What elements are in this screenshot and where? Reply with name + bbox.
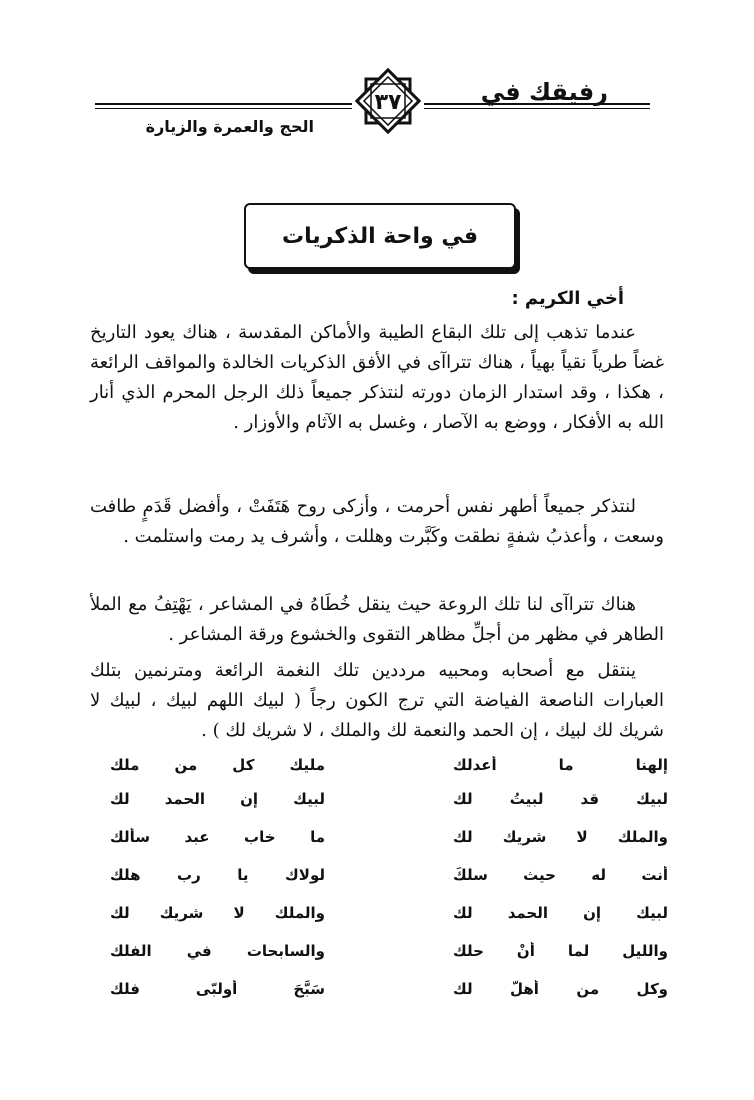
book-subtitle: الحج والعمرة والزيارة (145, 117, 314, 136)
verse-second-hemistich: مليك كل من ملك (110, 756, 325, 774)
salutation: أخي الكريم : (511, 288, 624, 309)
verse-line (110, 970, 668, 1008)
verse-line (110, 894, 668, 932)
verse-first-hemistich: والليل لما أنْ حلك (453, 942, 668, 960)
verse-second-hemistich: لبيك إن الحمد لك (110, 790, 325, 808)
verse-first-hemistich: لبيك قد لبيتُ لك (453, 790, 668, 808)
verse-line (110, 750, 668, 780)
page-number-badge (352, 65, 424, 137)
verse-first-hemistich: لبيك إن الحمد لك (453, 904, 668, 922)
verse-second-hemistich: والملك لا شريك لك (110, 904, 325, 922)
section-title-box (244, 203, 516, 269)
verse-first-hemistich: أنت له حيث سلكَ (453, 866, 668, 884)
paragraph-2: لنتذكر جميعاً أطهر نفس أحرمت ، وأزكى روح هَتَفَتْ ، وأفضل قَدَمٍ طافت وسعت ، وأعذبُ شفةٍ نطقت وكَبَّرت وهللت ، وأشرف يد رمت واستلمت . (90, 496, 664, 547)
paragraph-4: ينتقل مع أصحابه ومحبيه مرددين تلك النغمة الرائعة ومترنمين بتلك العبارات الناصعة الفياضة التي ترج الكون رجاً ( لبيك اللهم لبيك ، لبيك لا شريك لك لبيك ، إن الحمد والنعمة لك والملك ، لا شريك لك ) . (90, 660, 664, 741)
page-number: ٣٧ (374, 90, 402, 115)
eight-point-star-icon (352, 65, 424, 137)
verse-first-hemistich: والملك لا شريك لك (453, 828, 668, 846)
verse-block (110, 750, 668, 1008)
paragraph-3: هناك تتراآى لنا تلك الروعة حيث ينقل خُطَاهُ في المشاعر ، يَهْتِفُ مع الملأ الطاهر في مظهر من أجلِّ مظاهر التقوى والخشوع ورقة المشاعر . (90, 594, 664, 645)
verse-line (110, 856, 668, 894)
verse-line (110, 932, 668, 970)
verse-second-hemistich: لولاك يا رب هلك (110, 866, 325, 884)
verse-first-hemistich: وكل من أهلّ لك (453, 980, 668, 998)
verse-first-hemistich: إلهنا ما أعدلك (453, 756, 668, 774)
verse-second-hemistich: والسابحات في الفلك (110, 942, 325, 960)
verse-second-hemistich: سَبَّحَ أولبّى فلك (110, 980, 325, 998)
paragraph-1: عندما تذهب إلى تلك البقاع الطيبة والأماكن المقدسة ، هناك يعود التاريخ غضاً طرياً نقياً بهياً ، هناك تتراآى في الأفق الذكريات الخالدة والمواقف الرائعة ، هكذا ، وقد استدار الزمان دورته لنتذكر جميعاً ذلك الرجل المحرم الذي أنار الله به الأفكار ، ووضع به الآصار ، وغسل به الآثام والأوزار . (90, 322, 664, 433)
verse-line (110, 818, 668, 856)
book-title: رفيقك في (480, 78, 608, 106)
section-title: في واحة الذكريات (282, 223, 479, 249)
verse-line (110, 780, 668, 818)
verse-second-hemistich: ما خاب عبد سألك (110, 828, 325, 846)
